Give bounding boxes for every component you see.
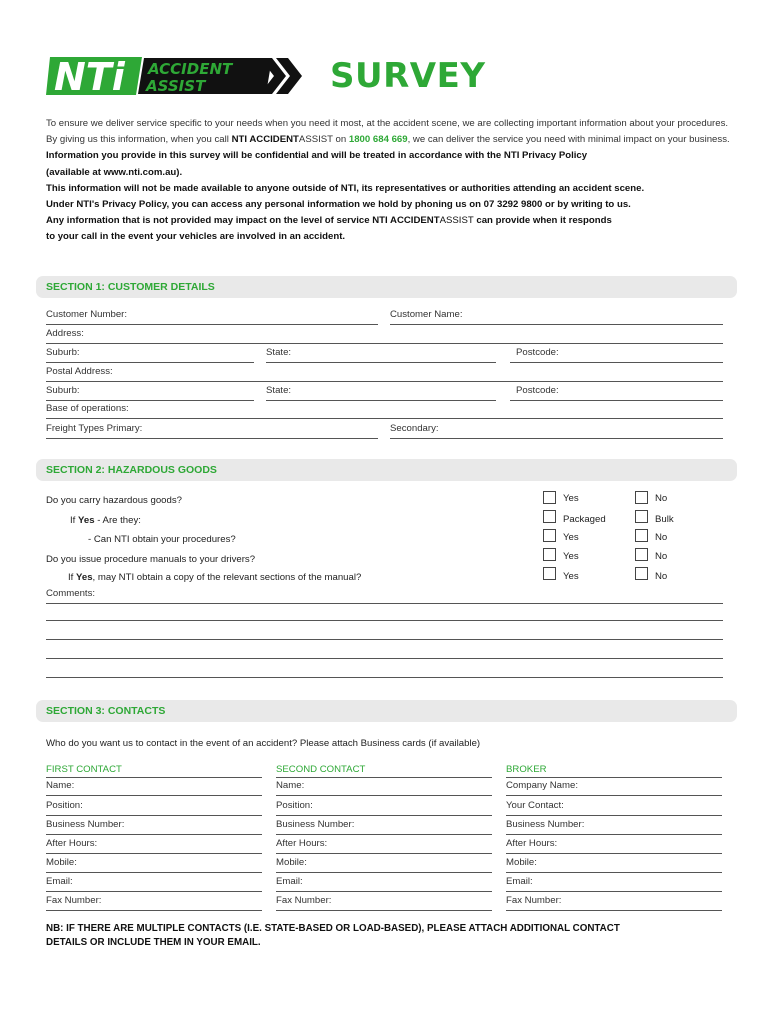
logo-text-main: NTi <box>54 55 125 97</box>
intro-line-2: By giving us this information, when you call NTI ACCIDENTASSIST on 1800 684 669, we can deliver the service you need with minimal impact on your business. <box>46 134 730 146</box>
manual-copy-yes-label: Yes <box>563 571 579 582</box>
postcode-field[interactable]: Postcode: <box>510 347 723 363</box>
question-obtain-manual-copy: If Yes, may NTI obtain a copy of the relevant sections of the manual? <box>68 572 362 583</box>
freight-primary-field[interactable]: Freight Types Primary: <box>46 423 378 439</box>
first-contact-name-field[interactable]: Name: <box>46 780 262 796</box>
second-contact-position-field[interactable]: Position: <box>276 800 492 816</box>
intro-line-6: Under NTI's Privacy Policy, you can access any personal information we hold by phoning us on 07 3292 9800 or by writing to us. <box>46 199 631 211</box>
second-contact-mobile-field[interactable]: Mobile: <box>276 857 492 873</box>
broker-mobile-field[interactable]: Mobile: <box>506 857 722 873</box>
postal-address-field[interactable]: Postal Address: <box>46 366 723 382</box>
intro-line-3: Information you provide in this survey will be confidential and will be treated in accordance with the NTI Privacy Policy <box>46 150 588 162</box>
freight-secondary-field[interactable]: Secondary: <box>390 423 723 439</box>
second-contact-business-number-field[interactable]: Business Number: <box>276 819 492 835</box>
base-of-operations-field[interactable]: Base of operations: <box>46 403 723 419</box>
broker-after-hours-field[interactable]: After Hours: <box>506 838 722 854</box>
postal-postcode-field[interactable]: Postcode: <box>510 385 723 401</box>
logo-text-line2: ASSIST <box>146 77 206 95</box>
packaged-label: Packaged <box>563 514 606 525</box>
second-contact-after-hours-field[interactable]: After Hours: <box>276 838 492 854</box>
first-contact-position-field[interactable]: Position: <box>46 800 262 816</box>
obtain-procedures-yes-checkbox[interactable] <box>543 529 556 542</box>
first-contact-fax-field[interactable]: Fax Number: <box>46 895 262 911</box>
intro-line-4: (available at www.nti.com.au). <box>46 166 183 178</box>
comments-line-2[interactable] <box>46 639 723 640</box>
broker-fax-field[interactable]: Fax Number: <box>506 895 722 911</box>
comments-line-4[interactable] <box>46 677 723 678</box>
section-1-header: SECTION 1: CUSTOMER DETAILS <box>36 276 737 298</box>
obtain-procedures-no-label: No <box>655 532 668 543</box>
second-contact-name-field[interactable]: Name: <box>276 780 492 796</box>
procedure-manuals-yes-checkbox[interactable] <box>543 548 556 561</box>
procedure-manuals-yes-label: Yes <box>563 551 579 562</box>
second-contact-email-field[interactable]: Email: <box>276 876 492 892</box>
obtain-procedures-no-checkbox[interactable] <box>635 529 648 542</box>
intro-line-7: Any information that is not provided may impact on the level of service NTI ACCIDENTASSIST can provide when it responds <box>46 215 612 227</box>
manual-copy-no-label: No <box>655 571 668 582</box>
multiple-contacts-note: NB: IF THERE ARE MULTIPLE CONTACTS (I.E. STATE-BASED OR LOAD-BASED), PLEASE ATTACH ADDITIONAL CONTACT DETAILS OR INCLUDE THEM IN YOUR EMAIL. <box>46 923 620 948</box>
obtain-procedures-yes-label: Yes <box>563 532 579 543</box>
manual-copy-no-checkbox[interactable] <box>635 567 648 580</box>
suburb-field[interactable]: Suburb: <box>46 347 254 363</box>
carry-hazardous-no-label: No <box>655 493 668 504</box>
page-title: SURVEY <box>330 56 486 96</box>
first-contact-mobile-field[interactable]: Mobile: <box>46 857 262 873</box>
comments-line-1[interactable] <box>46 620 723 621</box>
first-contact-email-field[interactable]: Email: <box>46 876 262 892</box>
broker-your-contact-field[interactable]: Your Contact: <box>506 800 722 816</box>
carry-hazardous-no-checkbox[interactable] <box>635 491 648 504</box>
intro-line-8: to your call in the event your vehicles are involved in an accident. <box>46 231 346 243</box>
second-contact-fax-field[interactable]: Fax Number: <box>276 895 492 911</box>
question-procedure-manuals: Do you issue procedure manuals to your drivers? <box>46 554 256 565</box>
intro-line-1: To ensure we deliver service specific to your needs when you need it most, at the accident scene, we are collecting important information about your procedures. <box>46 118 729 129</box>
section-2-header: SECTION 2: HAZARDOUS GOODS <box>36 459 737 481</box>
first-contact-business-number-field[interactable]: Business Number: <box>46 819 262 835</box>
question-are-they: If Yes - Are they: <box>70 515 141 526</box>
postal-suburb-field[interactable]: Suburb: <box>46 385 254 401</box>
address-field[interactable]: Address: <box>46 328 723 344</box>
first-contact-after-hours-field[interactable]: After Hours: <box>46 838 262 854</box>
customer-number-field[interactable]: Customer Number: <box>46 309 378 325</box>
logo-text-line1: ACCIDENT <box>148 60 233 78</box>
broker-heading: BROKER <box>506 764 722 778</box>
comments-field[interactable]: Comments: <box>46 588 723 604</box>
comments-line-3[interactable] <box>46 658 723 659</box>
customer-name-field[interactable]: Customer Name: <box>390 309 723 325</box>
packaged-checkbox[interactable] <box>543 510 556 523</box>
procedure-manuals-no-label: No <box>655 551 668 562</box>
first-contact-heading: FIRST CONTACT <box>46 764 262 778</box>
bulk-label: Bulk <box>655 514 674 525</box>
question-obtain-procedures: - Can NTI obtain your procedures? <box>88 534 236 545</box>
nti-accident-assist-logo <box>46 55 304 97</box>
carry-hazardous-yes-label: Yes <box>563 493 579 504</box>
section-3-header: SECTION 3: CONTACTS <box>36 700 737 722</box>
broker-business-number-field[interactable]: Business Number: <box>506 819 722 835</box>
bulk-checkbox[interactable] <box>635 510 648 523</box>
broker-email-field[interactable]: Email: <box>506 876 722 892</box>
intro-line-5: This information will not be made available to anyone outside of NTI, its representatives or authorities attending an accident scene. <box>46 182 645 194</box>
contacts-question: Who do you want us to contact in the event of an accident? Please attach Business cards (if available) <box>46 738 481 749</box>
state-field[interactable]: State: <box>266 347 496 363</box>
carry-hazardous-yes-checkbox[interactable] <box>543 491 556 504</box>
postal-state-field[interactable]: State: <box>266 385 496 401</box>
manual-copy-yes-checkbox[interactable] <box>543 567 556 580</box>
procedure-manuals-no-checkbox[interactable] <box>635 548 648 561</box>
second-contact-heading: SECOND CONTACT <box>276 764 492 778</box>
intro-text <box>46 116 736 246</box>
question-carry-hazardous: Do you carry hazardous goods? <box>46 495 182 506</box>
broker-company-name-field[interactable]: Company Name: <box>506 780 722 796</box>
